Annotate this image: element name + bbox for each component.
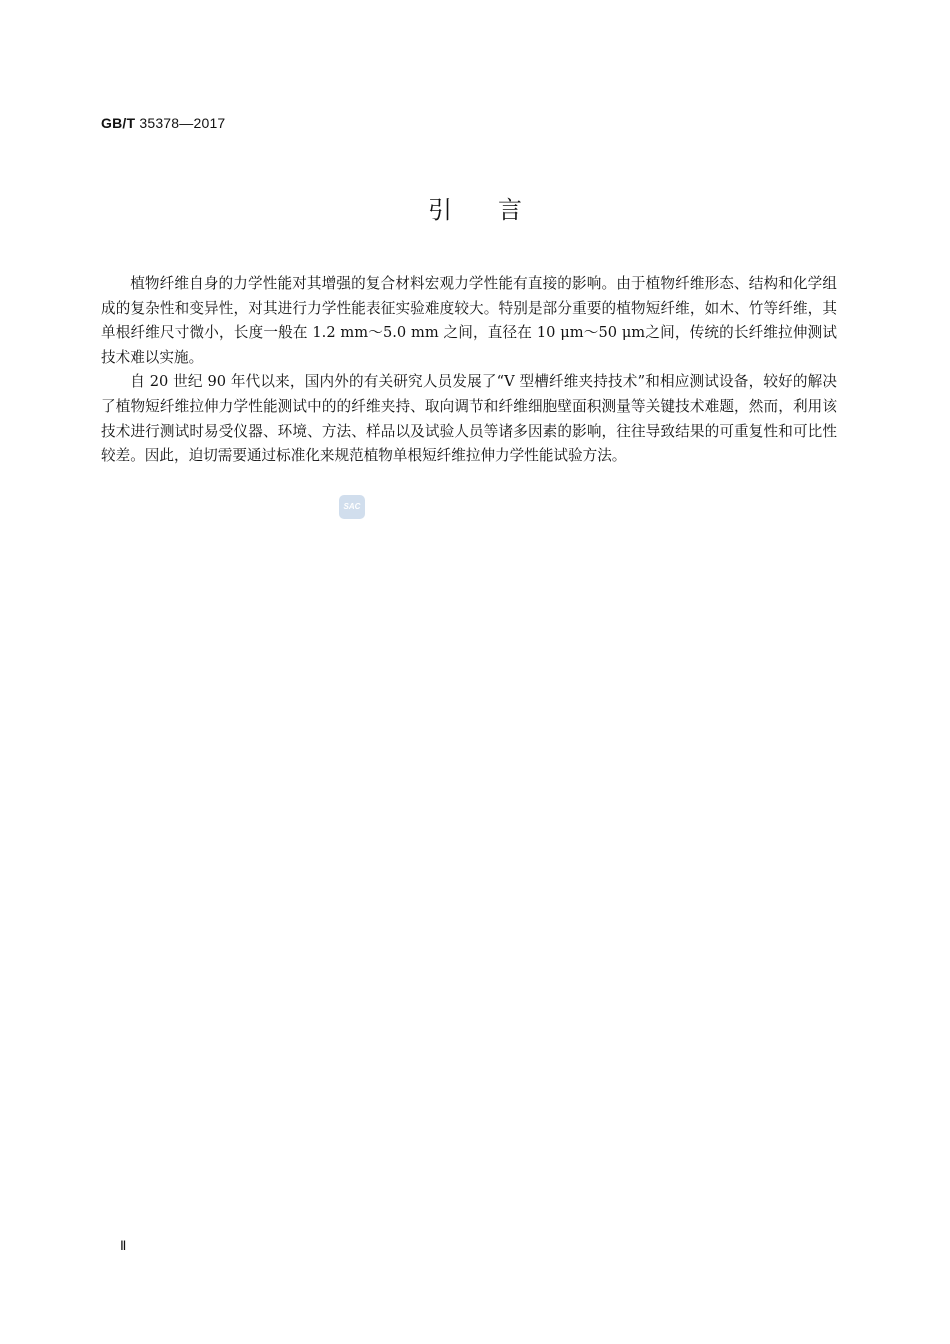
- standard-code: [101, 113, 225, 133]
- sac-watermark-logo: SAC: [339, 495, 365, 519]
- paragraph-2: 自 20 世纪 90 年代以来，国内外的有关研究人员发展了“V 型槽纤维夹持技术”和相应测试设备，较好的解决了植物短纤维拉伸力学性能测试中的的纤维夹持、取向调节和纤维细胞壁面积测量等关键技术难题，然而，利用该技术进行测试时易受仪器、环境、方法、样品以及试验人员等诸多因素的影响，往往导致结果的可重复性和可比性较差。因此，迫切需要通过标准化来规范植物单根短纤维拉伸力学性能试验方法。: [101, 373, 837, 465]
- standard-code-number: 35378—2017: [139, 115, 226, 131]
- standard-code-prefix: GB/T: [101, 115, 136, 131]
- heading-char-2: 言: [498, 196, 522, 224]
- page-number: Ⅱ: [120, 1238, 127, 1253]
- section-heading: [0, 194, 950, 226]
- paragraph-1: 植物纤维自身的力学性能对其增强的复合材料宏观力学性能有直接的影响。由于植物纤维形态、结构和化学组成的复杂性和变异性，对其进行力学性能表征实验难度较大。特别是部分重要的植物短纤维，如木、竹等纤维，其单根纤维尺寸微小，长度一般在 1.2 mm～5.0 mm 之间，直径在 10 μm～50 μm之间，传统的长纤维拉伸测试技术难以实施。: [101, 275, 837, 366]
- heading-char-1: 引: [428, 196, 452, 224]
- body-text: [101, 272, 837, 469]
